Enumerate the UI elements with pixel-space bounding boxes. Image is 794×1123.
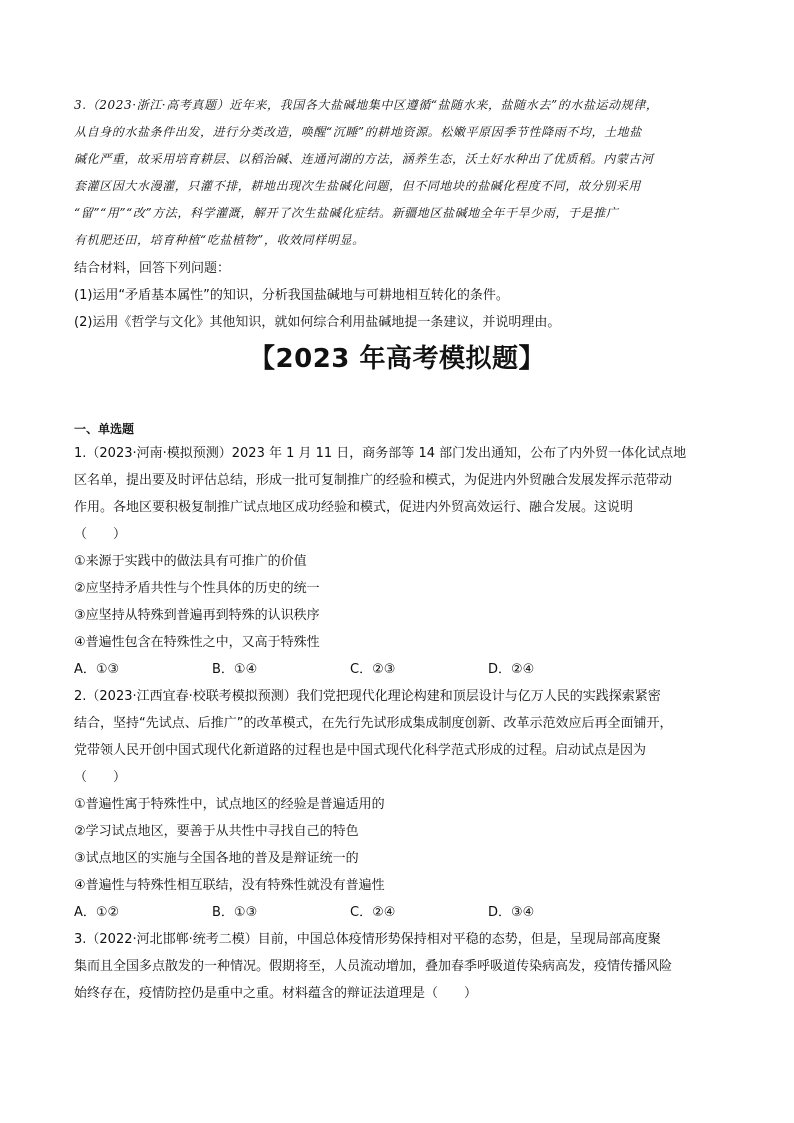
question-line: 始终存在，疫情防控仍是重中之重。材料蕴含的辩证法道理是（ ） bbox=[74, 986, 478, 1001]
option-b[interactable]: B．①④ bbox=[212, 662, 258, 677]
statement-item: ②应坚持矛盾共性与个性具体的历史的统一 bbox=[74, 581, 320, 596]
question-line: 作用。各地区要积极复制推广试点地区成功经验和模式，促进内外贸高效运行、融合发展。这说明 bbox=[74, 500, 634, 515]
question-line: 2.（2023·江西宜春·校联考模拟预测）我们党把现代化理论构建和顶层设计与亿万人民的实践探索紧密 bbox=[74, 689, 661, 704]
question-line: （ ） bbox=[74, 770, 127, 785]
statement-item: ①普遍性寓于特殊性中，试点地区的经验是普遍适用的 bbox=[74, 797, 385, 812]
answer-options bbox=[74, 899, 734, 926]
question-line: 碱化严重，故采用培育耕层、以稻治碱、连通河湖的方法，涵养生态，沃土好水种出了优质稻。内蒙古河 bbox=[74, 152, 654, 166]
statement-item: ③应坚持从特殊到普遍再到特殊的认识秩序 bbox=[74, 608, 320, 623]
option-a[interactable]: A．①② bbox=[74, 905, 120, 920]
option-a[interactable]: A．①③ bbox=[74, 662, 120, 677]
option-c[interactable]: C．②④ bbox=[350, 905, 396, 920]
question-line: 套灌区因大水漫灌，只灌不排，耕地出现次生盐碱化问题，但不同地块的盐碱化程度不同，故分别采用 bbox=[74, 179, 642, 193]
zhejiang-question bbox=[74, 92, 734, 254]
question-line: “留”“用”“改”方法，科学灌溉，解开了次生盐碱化症结。新疆地区盐碱地全年干旱少雨，于是推广 bbox=[74, 206, 619, 220]
question-line: 从自身的水盐条件出发，进行分类改造，唤醒“沉睡”的耕地资源。松嫩平原因季节性降雨不均，土地盐 bbox=[74, 125, 642, 139]
question-line: 有机肥还田，培育种植“吃盐植物”，收效同样明显。 bbox=[74, 233, 365, 247]
sub-question-1: (1)运用“矛盾基本属性”的知识，分析我国盐碱地与可耕地相互转化的条件。 bbox=[74, 288, 509, 303]
sub-question-2: (2)运用《哲学与文化》其他知识，就如何综合利用盐碱地提一条建议，并说明理由。 bbox=[74, 315, 561, 330]
answer-options bbox=[74, 656, 734, 683]
question-3 bbox=[74, 926, 734, 1007]
question-line: 结合，坚持“先试点、后推广”的改革模式，在先行先试形成集成制度创新、改革示范效应后再全面铺开， bbox=[74, 716, 673, 731]
question-line: 3.（2022·河北邯郸·统考二模）目前，中国总体疫情形势保持相对平稳的态势，但是，呈现局部高度聚 bbox=[74, 932, 661, 947]
option-b[interactable]: B．①③ bbox=[212, 905, 258, 920]
single-choice-section bbox=[74, 418, 734, 1007]
option-d[interactable]: D．③④ bbox=[488, 905, 535, 920]
question-line: 区名单，提出要及时评估总结，形成一批可复制推广的经验和模式，为促进内外贸融合发展发挥示范带动 bbox=[74, 473, 673, 488]
section-heading: 【2023 年高考模拟题】 bbox=[249, 344, 545, 374]
question-line: 党带领人民开创中国式现代化新道路的过程也是中国式现代化科学范式形成的过程。启动试点是因为 bbox=[74, 743, 647, 758]
statement-item: ④普遍性包含在特殊性之中，又高于特殊性 bbox=[74, 635, 320, 650]
question-2 bbox=[74, 683, 734, 926]
question-line: 集而且全国多点散发的一种情况。假期将至，人员流动增加，叠加春季呼吸道传染病高发，疫情传播风险 bbox=[74, 959, 673, 974]
statement-item: ③试点地区的实施与全国各地的普及是辩证统一的 bbox=[74, 851, 359, 866]
question-1 bbox=[74, 440, 734, 683]
question-line: 1.（2023·河南·模拟预测）2023 年 1 月 11 日，商务部等 14 部门发出通知，公布了内外贸一体化试点地 bbox=[74, 446, 687, 461]
option-c[interactable]: C．②③ bbox=[350, 662, 396, 677]
question-prompt: 结合材料，回答下列问题： bbox=[74, 261, 231, 276]
statement-item: ②学习试点地区，要善于从共性中寻找自己的特色 bbox=[74, 824, 359, 839]
section-title: 一、单选题 bbox=[74, 422, 135, 436]
question-line: 3.（2023·浙江·高考真题）近年来，我国各大盐碱地集中区遵循“盐随水来，盐随水去”的水盐运动规律， bbox=[74, 98, 659, 112]
statement-item: ①来源于实践中的做法具有可推广的价值 bbox=[74, 554, 307, 569]
statement-item: ④普遍性与特殊性相互联结，没有特殊性就没有普遍性 bbox=[74, 878, 385, 893]
question-line: （ ） bbox=[74, 527, 127, 542]
option-d[interactable]: D．②④ bbox=[488, 662, 535, 677]
zhejiang-subquestions bbox=[74, 255, 734, 336]
